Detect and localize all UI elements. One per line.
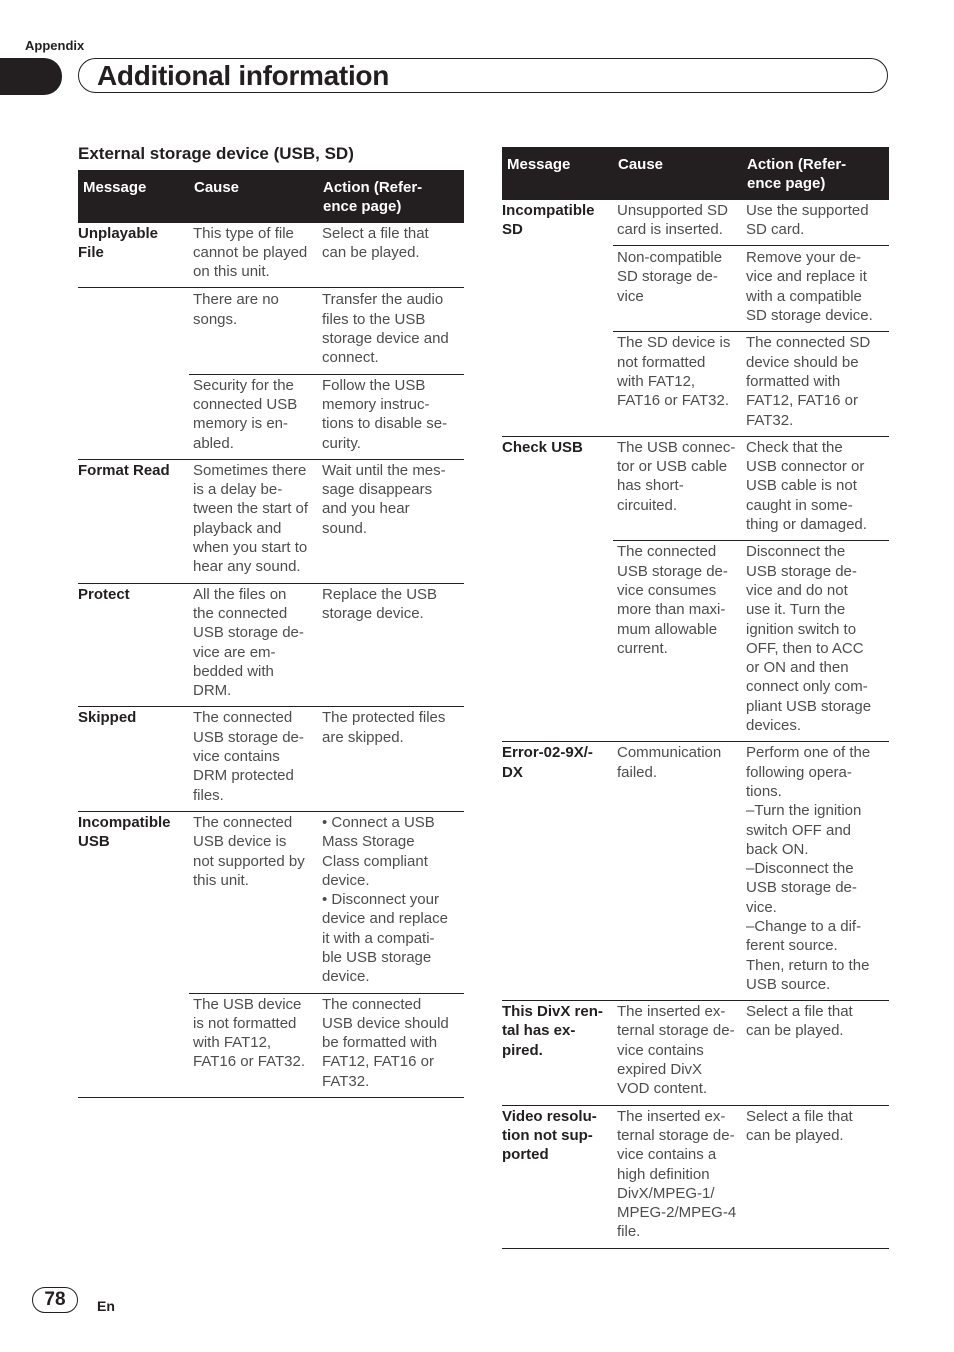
cause-cell: Non-compatible SD storage de- vice bbox=[613, 246, 742, 332]
action-cell: Check that the USB connector or USB cable is not caught in some- thing or damaged. bbox=[742, 436, 889, 540]
page-number: 78 bbox=[44, 1289, 66, 1310]
cause-cell: The USB connec- tor or USB cable has short- circuited. bbox=[613, 436, 742, 540]
table-row bbox=[502, 246, 889, 332]
table-row bbox=[78, 374, 464, 459]
section-label: Appendix bbox=[25, 38, 85, 53]
cause-cell: Security for the connected USB memory is en- abled. bbox=[189, 374, 318, 459]
cause-cell: There are no songs. bbox=[189, 288, 318, 374]
cause-cell: The connected USB storage de- vice contains DRM protected files. bbox=[189, 707, 318, 811]
page-number-badge bbox=[32, 1287, 78, 1313]
table-row bbox=[78, 811, 464, 993]
column-header-action: Action (Refer- ence page) bbox=[742, 147, 889, 200]
cause-cell: All the files on the connected USB storage de- vice are em- bedded with DRM. bbox=[189, 583, 318, 707]
table-row bbox=[78, 993, 464, 1097]
table-header-row bbox=[78, 170, 464, 223]
action-cell: Remove your de- vice and replace it with a compatible SD storage device. bbox=[742, 246, 889, 332]
message-cell: Format Read bbox=[78, 459, 189, 583]
action-cell: • Connect a USB Mass Storage Class compliant device. • Disconnect your device and replace it with a compati- ble USB storage device. bbox=[318, 811, 464, 993]
table-row bbox=[502, 1001, 889, 1105]
title-banner bbox=[78, 58, 888, 93]
message-cell: Protect bbox=[78, 583, 189, 707]
action-cell: The protected files are skipped. bbox=[318, 707, 464, 811]
table-row bbox=[502, 541, 889, 742]
action-cell: Disconnect the USB storage de- vice and do not use it. Turn the ignition switch to OFF, then to ACC or ON and then connect only com- pliant USB storage devices. bbox=[742, 541, 889, 742]
cause-cell: Sometimes there is a delay be- tween the start of playback and when you start to hear any sound. bbox=[189, 459, 318, 583]
action-cell: Select a file that can be played. bbox=[742, 1105, 889, 1248]
table-row bbox=[78, 707, 464, 811]
column-header-cause: Cause bbox=[189, 170, 318, 223]
table-row bbox=[78, 288, 464, 374]
cause-cell: Communication failed. bbox=[613, 742, 742, 1001]
message-cell: Incompatible USB bbox=[78, 813, 171, 851]
column-header-cause: Cause bbox=[613, 147, 742, 200]
message-cell: Skipped bbox=[78, 707, 189, 811]
action-cell: Transfer the audio files to the USB storage device and connect. bbox=[318, 288, 464, 374]
message-cell: Video resolu- tion not sup- ported bbox=[502, 1105, 613, 1248]
cause-cell: Unsupported SD card is inserted. bbox=[613, 200, 742, 246]
table-header-row bbox=[502, 147, 889, 200]
message-cell bbox=[78, 374, 189, 459]
message-cell bbox=[78, 288, 189, 374]
section-tab-marker bbox=[0, 58, 62, 95]
message-cell bbox=[78, 993, 189, 1097]
table-row bbox=[78, 223, 464, 288]
column-header-message: Message bbox=[502, 147, 613, 200]
table-row bbox=[502, 742, 889, 1001]
table-row bbox=[502, 332, 889, 436]
action-cell: The connected SD device should be formatted with FAT12, FAT16 or FAT32. bbox=[742, 332, 889, 436]
right-message-table bbox=[502, 147, 889, 1249]
action-cell: Replace the USB storage device. bbox=[318, 583, 464, 707]
action-cell: Follow the USB memory instruc- tions to disable se- curity. bbox=[318, 374, 464, 459]
table-row bbox=[502, 436, 889, 540]
action-cell: The connected USB device should be formatted with FAT12, FAT16 or FAT32. bbox=[318, 993, 464, 1097]
message-cell bbox=[502, 246, 613, 332]
column-header-action: Action (Refer- ence page) bbox=[318, 170, 464, 223]
cause-cell: This type of file cannot be played on this unit. bbox=[189, 223, 318, 288]
action-cell: Perform one of the following opera- tions. –Turn the ignition switch OFF and back ON. –Disconnect the USB storage de- vice. –Change to a dif- ferent source. Then, return to the USB source. bbox=[742, 742, 889, 1001]
message-cell: Incompatible SD bbox=[502, 201, 595, 238]
page-title: Additional information bbox=[97, 60, 390, 91]
action-cell: Select a file that can be played. bbox=[742, 1001, 889, 1105]
table-row bbox=[78, 583, 464, 707]
action-cell: Use the supported SD card. bbox=[742, 200, 889, 246]
cause-cell: The USB device is not formatted with FAT12, FAT16 or FAT32. bbox=[189, 993, 318, 1097]
message-cell bbox=[502, 541, 613, 742]
cause-cell: The inserted ex- ternal storage de- vice contains a high definition DivX/MPEG-1/ MPEG-2/MPEG-4 file. bbox=[613, 1105, 742, 1248]
action-cell: Wait until the mes- sage disappears and you hear sound. bbox=[318, 459, 464, 583]
cause-cell: The connected USB device is not supported by this unit. bbox=[189, 811, 318, 993]
table-row bbox=[78, 459, 464, 583]
language-code: En bbox=[97, 1298, 115, 1314]
message-cell bbox=[502, 332, 613, 436]
cause-cell: The SD device is not formatted with FAT12, FAT16 or FAT32. bbox=[613, 332, 742, 436]
action-cell: Select a file that can be played. bbox=[318, 223, 464, 288]
column-header-message: Message bbox=[78, 170, 189, 223]
message-cell: Unplayable File bbox=[78, 223, 189, 288]
left-message-table bbox=[78, 170, 464, 1098]
table-row bbox=[502, 1105, 889, 1248]
message-cell: This DivX ren- tal has ex- pired. bbox=[502, 1001, 613, 1105]
table-row bbox=[502, 200, 889, 246]
message-cell: Error-02-9X/- DX bbox=[502, 742, 613, 1001]
cause-cell: The connected USB storage de- vice consumes more than maxi- mum allowable current. bbox=[613, 541, 742, 742]
left-subheading: External storage device (USB, SD) bbox=[78, 144, 354, 163]
cause-cell: The inserted ex- ternal storage de- vice contains expired DivX VOD content. bbox=[613, 1001, 742, 1105]
message-cell: Check USB bbox=[502, 438, 583, 456]
